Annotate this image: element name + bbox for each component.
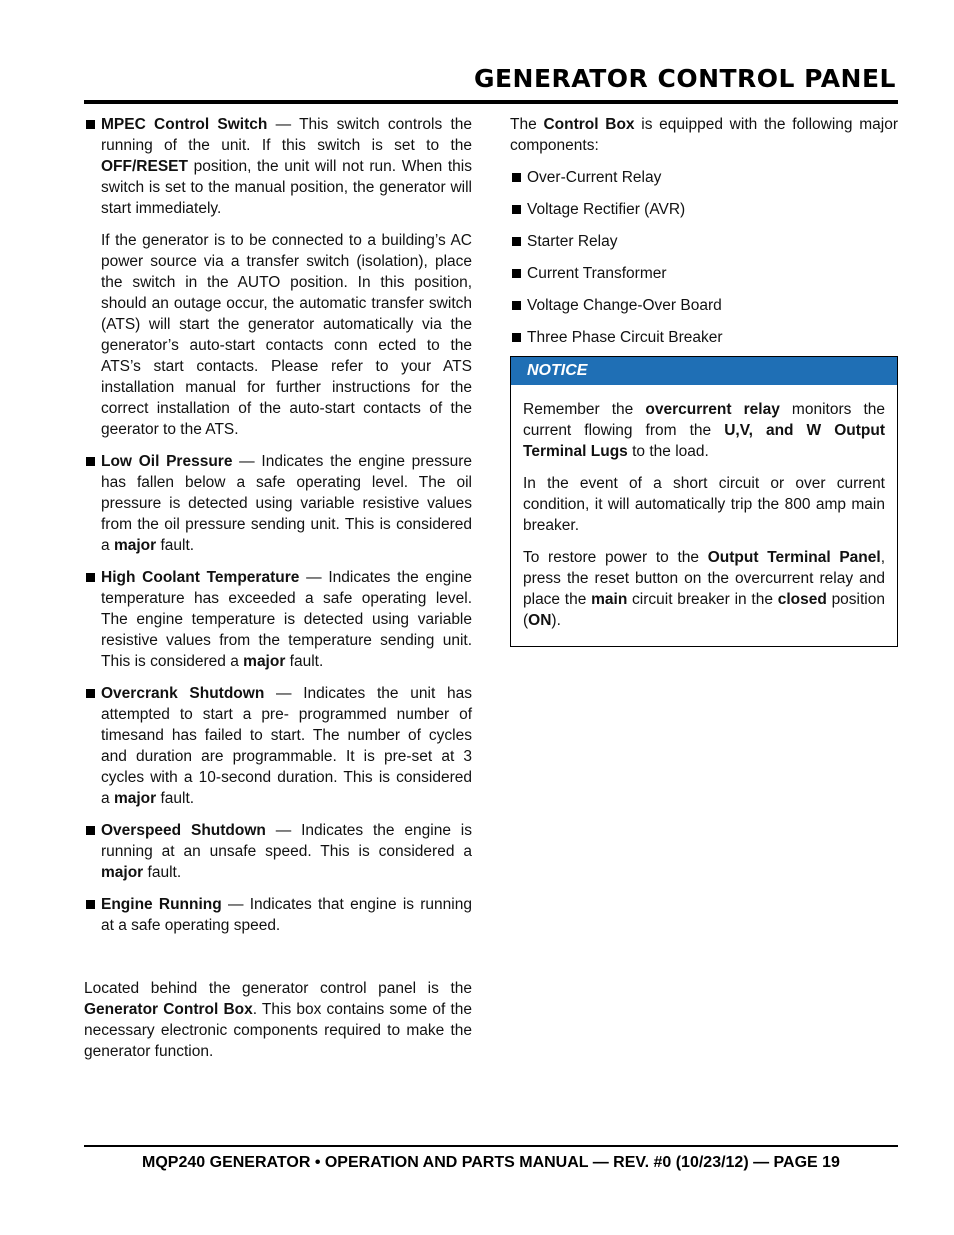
component-label: Over-Current Relay xyxy=(527,169,662,186)
component-item xyxy=(510,263,898,284)
notice-text: To restore power to the xyxy=(523,549,708,566)
item-dash: — xyxy=(264,685,304,702)
component-item xyxy=(510,231,898,252)
title-divider xyxy=(84,100,898,104)
right-column xyxy=(510,114,898,647)
notice-text: monitors the current flowing from the xyxy=(523,401,885,439)
item-dash: — xyxy=(221,896,250,913)
notice-paragraph xyxy=(523,399,885,462)
item-text: fault. xyxy=(143,864,182,881)
notice-text: circuit breaker in the xyxy=(627,591,778,608)
square-bullet-icon xyxy=(86,573,95,582)
list-item-overcrank-shutdown xyxy=(84,683,472,809)
item-text: This switch controls the running of the unit. If this switch is set to the xyxy=(101,116,472,154)
square-bullet-icon xyxy=(86,689,95,698)
item-emphasis: OFF/RESET xyxy=(101,158,188,175)
component-label: Voltage Change-Over Board xyxy=(527,297,722,314)
component-item xyxy=(510,199,898,220)
notice-emphasis: U,V, and W Output Terminal Lugs xyxy=(523,422,885,460)
notice-emphasis: Output Terminal Panel xyxy=(707,549,881,566)
item-text: Indicates the unit has attempted to start a pre- programmed number of timesand has failed to start. The number of cycles and duration are programmable. It is pre-set at 3 cycles with a 10-second duration. This is considered a xyxy=(101,685,472,807)
control-box-paragraph xyxy=(84,978,472,1062)
notice-emphasis: ON xyxy=(528,612,552,629)
notice-emphasis: main xyxy=(591,591,628,608)
notice-paragraph xyxy=(523,547,885,631)
square-bullet-icon xyxy=(512,333,521,342)
item-text: Indicates that engine is running at a safe operating speed. xyxy=(101,896,472,934)
components-intro xyxy=(510,114,898,156)
notice-text: , press the reset button on the overcurrent relay and place the xyxy=(523,549,886,608)
item-term: Low Oil Pressure xyxy=(101,453,233,470)
item-dash: — xyxy=(232,453,262,470)
paragraph-emphasis: Generator Control Box xyxy=(84,1001,253,1018)
list-item-high-coolant-temperature xyxy=(84,567,472,672)
page-footer: MQP240 GENERATOR • OPERATION AND PARTS MANUAL — REV. #0 (10/23/12) — PAGE 19 xyxy=(142,1154,840,1171)
notice-body xyxy=(511,385,897,646)
list-item-mpec-control-switch xyxy=(84,114,472,219)
item-text: Indicates the engine is running at an unsafe speed. This is considered a xyxy=(101,822,472,860)
square-bullet-icon xyxy=(512,173,521,182)
square-bullet-icon xyxy=(512,237,521,246)
notice-text: position ( xyxy=(523,591,885,629)
item-term: Engine Running xyxy=(101,896,222,913)
item-text: Indicates the engine temperature has exceeded a safe operating level. The engine temperature is detected using variable resistive values from the temperature sending unit. This is considered a xyxy=(101,569,472,670)
item-emphasis: major xyxy=(101,864,144,881)
square-bullet-icon xyxy=(86,120,95,129)
paragraph-text: . This box contains some of the necessary electronic components required to make the generator function. xyxy=(84,1001,472,1060)
component-item xyxy=(510,295,898,316)
item-emphasis: major xyxy=(113,537,157,554)
mpec-followup-paragraph: If the generator is to be connected to a building’s AC power source via a transfer switch (isolation), place the switch in the AUTO position. In this position, should an outage occur, the automatic transfer switch (ATS) will start the generator automatically via the generator’s auto-start contacts conn ected to the ATS’s start contacts. Please refer to your ATS installation manual for further instructions for the correct installation of the auto-start contacts of the geerator to the ATS. xyxy=(101,232,472,438)
notice-text: Remember the xyxy=(523,401,646,418)
item-dash: — xyxy=(299,569,329,586)
item-term: High Coolant Temperature xyxy=(101,569,300,586)
intro-text: is equipped with the following major components: xyxy=(510,116,899,154)
item-text: position, the unit will not run. When this switch is set to the manual position, the generator will start immediately. xyxy=(101,158,472,217)
square-bullet-icon xyxy=(86,457,95,466)
item-dash: — xyxy=(265,822,302,839)
notice-text: ). xyxy=(551,612,561,629)
item-text: Indicates the engine pressure has fallen below a safe operating level. The oil pressure is detected using variable resistive values from the oil pressure sending unit. This is considered a xyxy=(101,453,472,554)
component-item xyxy=(510,327,898,348)
square-bullet-icon xyxy=(86,900,95,909)
component-item xyxy=(510,167,898,188)
item-emphasis: major xyxy=(243,653,286,670)
component-label: Three Phase Circuit Breaker xyxy=(527,329,723,346)
notice-box xyxy=(510,356,898,647)
item-emphasis: major xyxy=(113,790,157,807)
square-bullet-icon xyxy=(512,269,521,278)
list-item-low-oil-pressure xyxy=(84,451,472,556)
intro-emphasis: Control Box xyxy=(543,116,635,133)
component-label: Voltage Rectifier (AVR) xyxy=(527,201,686,218)
item-text: fault. xyxy=(156,537,195,554)
item-term: Overcrank Shutdown xyxy=(101,685,265,702)
notice-heading: NOTICE xyxy=(511,357,897,385)
component-label: Starter Relay xyxy=(527,233,618,250)
notice-emphasis: closed xyxy=(777,591,827,608)
notice-emphasis: overcurrent relay xyxy=(645,401,780,418)
item-term: Overspeed Shutdown xyxy=(101,822,266,839)
item-dash: — xyxy=(267,116,300,133)
square-bullet-icon xyxy=(512,301,521,310)
component-label: Current Transformer xyxy=(527,265,667,282)
intro-text: The xyxy=(510,116,544,133)
footer-divider xyxy=(84,1145,898,1147)
list-item-overspeed-shutdown xyxy=(84,820,472,883)
item-text: fault. xyxy=(156,790,195,807)
notice-text: to the load. xyxy=(627,443,709,460)
square-bullet-icon xyxy=(512,205,521,214)
list-item-engine-running xyxy=(84,894,472,936)
item-term: MPEC Control Switch xyxy=(101,116,268,133)
item-text: fault. xyxy=(285,653,324,670)
square-bullet-icon xyxy=(86,826,95,835)
notice-paragraph: In the event of a short circuit or over current condition, it will automatically trip the 800 amp main breaker. xyxy=(523,475,885,534)
paragraph-text: Located behind the generator control panel is the xyxy=(84,980,472,997)
page-title: GENERATOR CONTROL PANEL xyxy=(473,64,896,93)
left-column xyxy=(84,114,472,1073)
